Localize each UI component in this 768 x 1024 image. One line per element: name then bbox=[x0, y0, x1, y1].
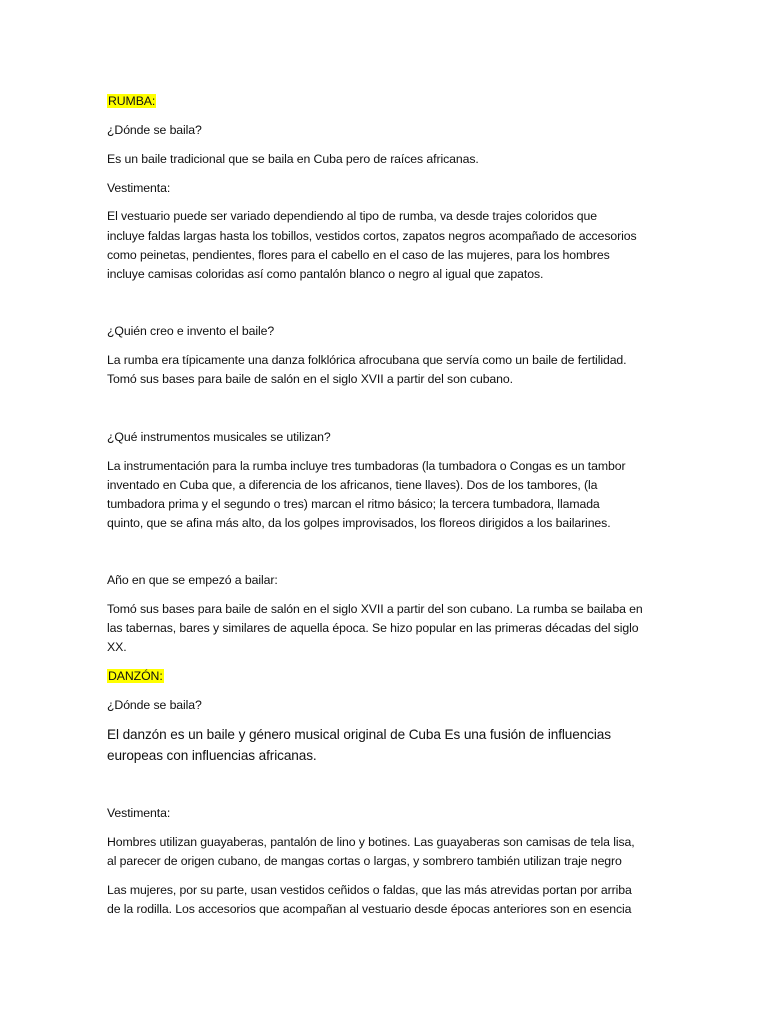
danzon-question-where: ¿Dónde se baila? bbox=[107, 698, 202, 712]
rumba-answer-instruments-line: La instrumentación para la rumba incluye tres tumbadoras (la tumbadora o Congas es un tambor bbox=[107, 459, 626, 473]
rumba-heading-line bbox=[107, 92, 156, 110]
rumba-clothing-line: como peinetas, pendientes, flores para el cabello en el caso de las mujeres, para los hombres bbox=[107, 248, 610, 262]
rumba-answer-who-line: Tomó sus bases para baile de salón en el siglo XVII a partir del son cubano. bbox=[107, 372, 513, 386]
rumba-answer-instruments-line: quinto, que se afina más alto, da los golpes improvisados, los floreos dirigidos a los bailarines. bbox=[107, 516, 611, 530]
rumba-clothing-line: incluye camisas coloridas así como pantalón blanco o negro al igual que zapatos. bbox=[107, 267, 544, 281]
rumba-answer-who-line: La rumba era típicamente una danza folklórica afrocubana que servía como un baile de fertilidad. bbox=[107, 353, 627, 367]
danzon-clothing-label: Vestimenta: bbox=[107, 806, 171, 820]
rumba-clothing-line: El vestuario puede ser variado dependiendo al tipo de rumba, va desde trajes coloridos que bbox=[107, 209, 598, 223]
danzon-heading: DANZÓN: bbox=[108, 669, 163, 683]
rumba-answer-instruments-line: inventado en Cuba que, a diferencia de los africanos, tiene llaves). Dos de los tambores, (la bbox=[107, 478, 598, 492]
rumba-question-year: Año en que se empezó a bailar: bbox=[107, 573, 278, 587]
rumba-question-who: ¿Quién creo e invento el baile? bbox=[107, 324, 275, 338]
rumba-answer-where: Es un baile tradicional que se baila en Cuba pero de raíces africanas. bbox=[107, 152, 479, 166]
rumba-heading: RUMBA: bbox=[108, 94, 156, 108]
danzon-women-line: Las mujeres, por su parte, usan vestidos ceñidos o faldas, que las más atrevidas portan por arriba bbox=[107, 883, 632, 897]
danzon-women-line: de la rodilla. Los accesorios que acompañan al vestuario desde épocas anteriores son en esencia bbox=[107, 902, 632, 916]
danzon-answer-where-line: europeas con influencias africanas. bbox=[107, 748, 317, 763]
danzon-men-line: Hombres utilizan guayaberas, pantalón de lino y botines. Las guayaberas son camisas de tela lisa, bbox=[107, 835, 635, 849]
danzon-men-line: al parecer de origen cubano, de mangas cortas o largas, y sombrero también utilizan traje negro bbox=[107, 854, 622, 868]
rumba-answer-year-line: Tomó sus bases para baile de salón en el siglo XVII a partir del son cubano. La rumba se bailaba en bbox=[107, 602, 643, 616]
rumba-question-where: ¿Dónde se baila? bbox=[107, 123, 202, 137]
rumba-answer-year-line: XX. bbox=[107, 640, 127, 654]
rumba-answer-instruments-line: tumbadora prima y el segundo o tres) marcan el ritmo básico; la tercera tumbadora, llamada bbox=[107, 497, 600, 511]
danzon-answer-where-line: El danzón es un baile y género musical original de Cuba Es una fusión de influencias bbox=[107, 727, 611, 742]
rumba-clothing-line: incluye faldas largas hasta los tobillos, vestidos cortos, zapatos negros acompañado de accesorios bbox=[107, 229, 637, 243]
rumba-question-instruments: ¿Qué instrumentos musicales se utilizan? bbox=[107, 430, 331, 444]
danzon-heading-line bbox=[107, 667, 164, 685]
rumba-answer-year-line: las tabernas, bares y similares de aquella época. Se hizo popular en las primeras décadas del siglo bbox=[107, 621, 639, 635]
rumba-clothing-label: Vestimenta: bbox=[107, 181, 171, 195]
